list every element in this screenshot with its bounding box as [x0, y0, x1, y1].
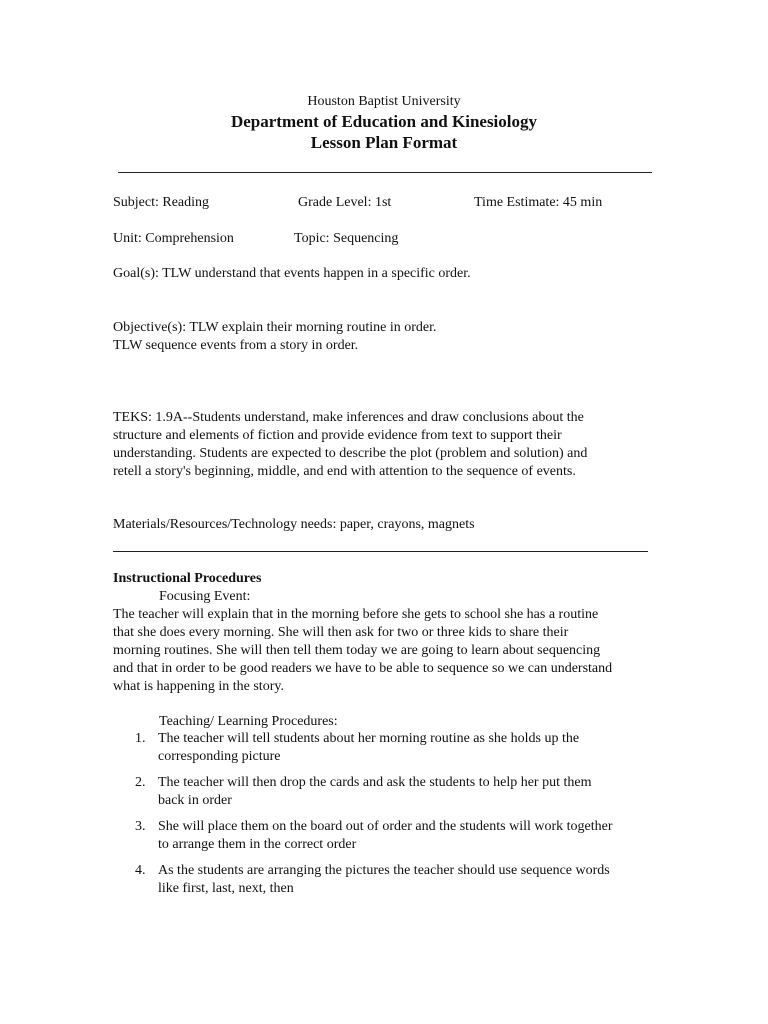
topic-field: Topic: Sequencing [294, 231, 399, 246]
list-item [113, 862, 673, 898]
step-text-line-1: The teacher will then drop the cards and ask the students to help her put them [158, 775, 592, 790]
materials-field: Materials/Resources/Technology needs: paper, crayons, magnets [113, 517, 475, 532]
teks-line-2: structure and elements of fiction and provide evidence from text to support their [113, 428, 562, 443]
step-text-line-1: The teacher will tell students about her morning routine as she holds up the [158, 731, 580, 746]
focusing-line-4: and that in order to be good readers we have to be able to sequence so we can understand [113, 661, 613, 676]
goals-field: Goal(s): TLW understand that events happen in a specific order. [113, 266, 471, 281]
grade-level-field: Grade Level: 1st [298, 195, 392, 210]
list-item [113, 774, 673, 810]
department-title: Department of Education and Kinesiology [230, 112, 538, 131]
university-name: Houston Baptist University [307, 94, 461, 109]
step-text-line-2: to arrange them in the correct order [158, 837, 357, 852]
objectives-line-1: Objective(s): TLW explain their morning routine in order. [113, 320, 437, 335]
teks-line-3: understanding. Students are expected to describe the plot (problem and solution) and [113, 446, 588, 461]
format-title: Lesson Plan Format [310, 133, 458, 152]
teaching-steps-list [113, 730, 673, 906]
step-text-line-2: back in order [158, 793, 232, 808]
materials-divider [113, 551, 648, 552]
unit-field: Unit: Comprehension [113, 231, 234, 246]
list-item [113, 730, 673, 766]
focusing-line-2: that she does every morning. She will then ask for two or three kids to share their [113, 625, 569, 640]
header-divider [118, 172, 652, 173]
step-text-line-1: As the students are arranging the pictures the teacher should use sequence words [158, 863, 610, 878]
step-number: 1. [135, 731, 146, 746]
objectives-line-2: TLW sequence events from a story in order. [113, 338, 359, 353]
time-estimate-field: Time Estimate: 45 min [474, 195, 603, 210]
list-item [113, 818, 673, 854]
teks-line-1: TEKS: 1.9A--Students understand, make inferences and draw conclusions about the [113, 410, 584, 425]
step-number: 3. [135, 819, 146, 834]
step-number: 4. [135, 863, 146, 878]
step-text-line-2: like first, last, next, then [158, 881, 294, 896]
focusing-line-1: The teacher will explain that in the morning before she gets to school she has a routine [113, 607, 599, 622]
step-text-line-2: corresponding picture [158, 749, 281, 764]
teaching-procedures-label: Teaching/ Learning Procedures: [159, 714, 338, 729]
step-number: 2. [135, 775, 146, 790]
subject-field: Subject: Reading [113, 195, 210, 210]
focusing-event-label: Focusing Event: [159, 589, 251, 604]
instructional-procedures-heading: Instructional Procedures [113, 571, 262, 586]
step-text-line-1: She will place them on the board out of order and the students will work together [158, 819, 613, 834]
teks-line-4: retell a story's beginning, middle, and end with attention to the sequence of events. [113, 464, 576, 479]
focusing-line-5: what is happening in the story. [113, 679, 284, 694]
focusing-line-3: morning routines. She will then tell them today we are going to learn about sequencing [113, 643, 601, 658]
